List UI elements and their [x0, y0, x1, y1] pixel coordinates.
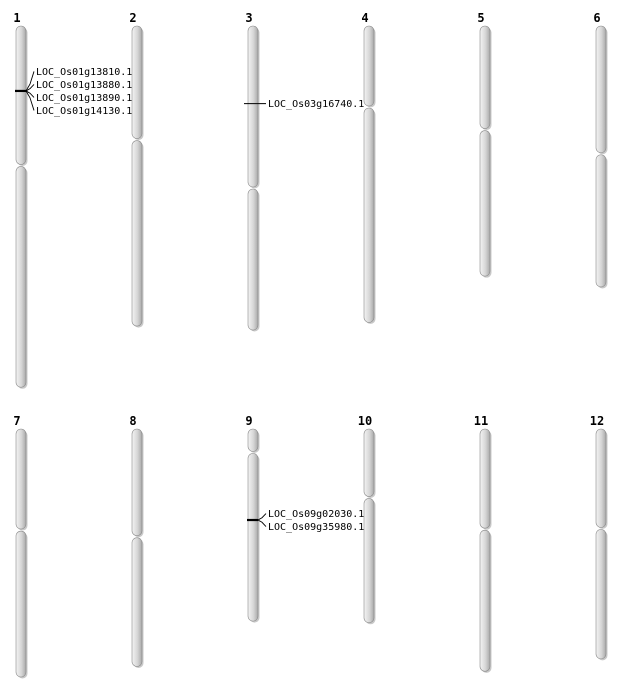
- chromosome-9: [245, 414, 259, 623]
- chromosome-5: [477, 11, 491, 278]
- chromosome-4-q-arm: [364, 108, 374, 322]
- chromosome-8-p-arm: [132, 429, 142, 536]
- chromosome-label: 8: [129, 414, 137, 428]
- chromosome-2: [129, 11, 143, 328]
- chromosome-label: 3: [245, 11, 253, 25]
- chromosome-3-q-arm: [248, 189, 258, 330]
- chromosome-9-q-arm: [248, 453, 258, 621]
- chromosome-11-p-arm: [480, 429, 490, 528]
- chromosome-3: [245, 11, 259, 332]
- chromosome-label: 2: [129, 11, 137, 25]
- chromosome-12: [590, 414, 608, 660]
- chromosome-4: [361, 11, 375, 324]
- chromosome-7: [13, 414, 27, 678]
- chromosome-9-p-arm: [248, 429, 258, 451]
- chromosome-1-p-arm: [16, 26, 26, 164]
- chromosome-10-p-arm: [364, 429, 374, 496]
- chromosome-2-q-arm: [132, 141, 142, 327]
- gene-label: LOC_Os01g13880.1: [36, 79, 133, 91]
- chromosome-5-p-arm: [480, 26, 490, 129]
- chromosome-label: 7: [13, 414, 21, 428]
- chromosome-label: 9: [245, 414, 253, 428]
- chromosome-4-p-arm: [364, 26, 374, 106]
- gene-label: LOC_Os03g16740.1: [268, 99, 365, 111]
- chromosome-11: [474, 414, 492, 673]
- gene-label: LOC_Os09g35980.1: [268, 522, 365, 534]
- chromosome-11-q-arm: [480, 530, 490, 671]
- chromosome-label: 1: [13, 11, 21, 25]
- chromosome-2-p-arm: [132, 26, 142, 139]
- gene-label: LOC_Os01g13810.1: [36, 66, 133, 78]
- chromosome-label: 4: [361, 11, 369, 25]
- chromosome-label: 11: [473, 414, 489, 428]
- chromosome-6-p-arm: [596, 26, 606, 153]
- chromosome-label: 6: [593, 11, 601, 25]
- chromosome-1: [13, 11, 27, 389]
- chromosome-label: 12: [589, 414, 605, 428]
- chromosome-7-q-arm: [16, 531, 26, 677]
- chromosome-12-q-arm: [596, 529, 606, 659]
- chromosome-8: [129, 414, 143, 668]
- chromosome-label: 10: [357, 414, 373, 428]
- chromosome-label: 5: [477, 11, 485, 25]
- chromosome-6: [593, 11, 607, 288]
- chromosome-3-p-arm: [248, 26, 258, 187]
- gene-label: LOC_Os09g02030.1: [268, 509, 365, 521]
- chromosome-1-q-arm: [16, 166, 26, 387]
- gene-label: LOC_Os01g13890.1: [36, 92, 133, 104]
- chromosome-12-p-arm: [596, 429, 606, 527]
- gene-label: LOC_Os01g14130.1: [36, 105, 133, 117]
- chromosome-6-q-arm: [596, 155, 606, 287]
- chromosome-5-q-arm: [480, 131, 490, 277]
- chromosome-8-q-arm: [132, 538, 142, 667]
- chromosome-10-q-arm: [364, 498, 374, 622]
- chromosome-7-p-arm: [16, 429, 26, 529]
